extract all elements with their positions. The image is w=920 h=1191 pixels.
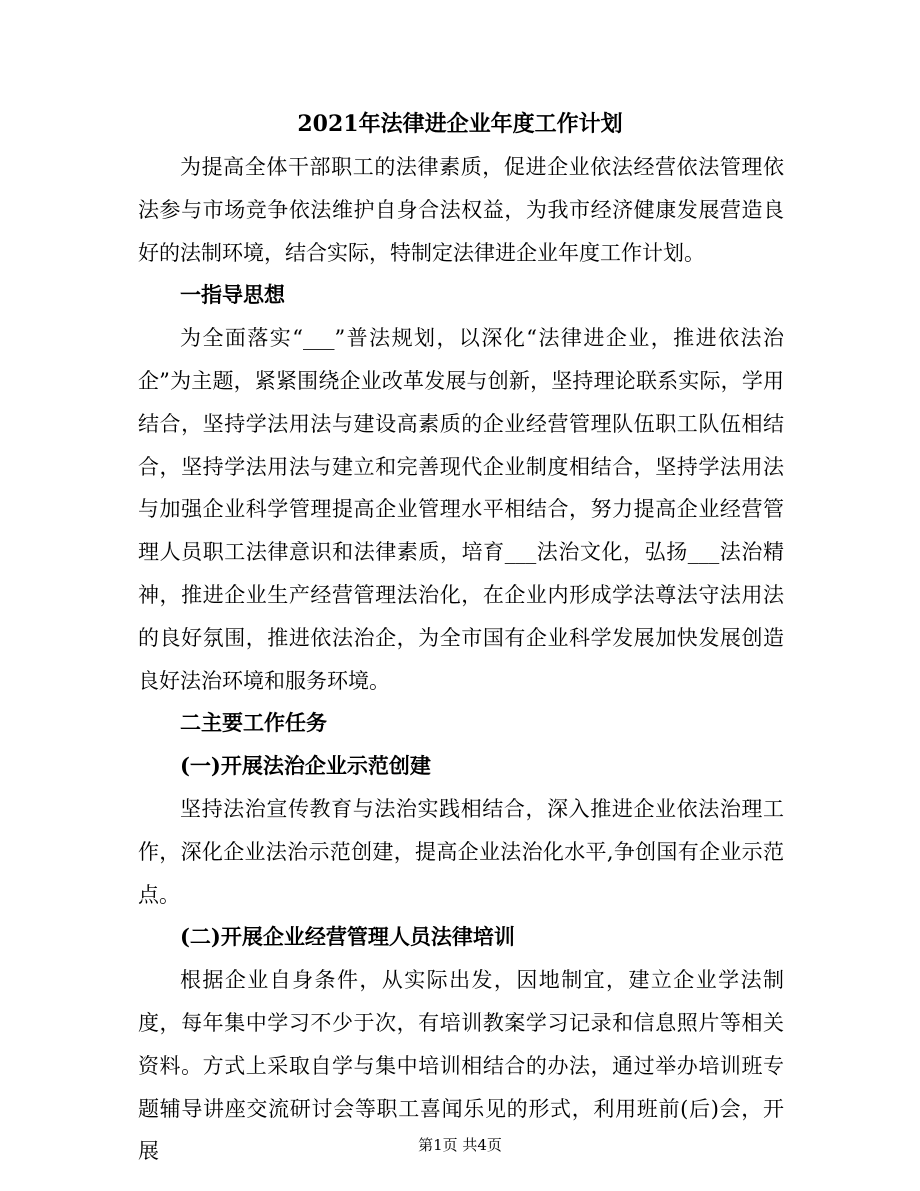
subsection-heading-1: (一)开展法治企业示范创建 (180, 753, 431, 779)
page-footer: 第1页 共4页 (418, 1136, 502, 1154)
guiding-ideology-paragraph: 为全面落实“___”普法规划，以深化“法律进企业，推进依法治企”为主题，紧紧围绕企业改革发展与创新，坚持理论联系实际，学用结合，坚持学法用法与建设高素质的企业经营管理队伍职工队伍相结合，坚持学法用法与建立和完善现代企业制度相结合，坚持学法用法与加强企业科学管理提高企业管理水平相结合，努力提高企业经营管理人员职工法律意识和法律素质，培育___法治文化，弘扬___法治精神，推进企业生产经营管理法治化，在企业内形成学法尊法守法用法的良好氛围，推进依法治企，为全市国有企业科学发展加快发展创造良好法治环境和服务环境。 (138, 326, 784, 693)
subsection-heading-2: (二)开展企业经营管理人员法律培训 (180, 924, 515, 950)
section-heading-guiding-ideology: 一指导思想 (180, 282, 285, 308)
subsection-1-paragraph: 坚持法治宣传教育与法治实践相结合，深入推进企业依法治理工作，深化企业法治示范创建，提高企业法治化水平,争创国有企业示范点。 (138, 796, 784, 907)
section-heading-main-tasks: 二主要工作任务 (180, 710, 327, 736)
intro-paragraph: 为提高全体干部职工的法律素质，促进企业依法经营依法管理依法参与市场竞争依法维护自身合法权益，为我市经济健康发展营造良好的法制环境，结合实际，特制定法律进企业年度工作计划。 (138, 155, 784, 265)
document-title: 2021年法律进企业年度工作计划 (297, 111, 623, 137)
subsection-2-paragraph: 根据企业自身条件，从实际出发，因地制宜，建立企业学法制度，每年集中学习不少于次，有培训教案学习记录和信息照片等相关资料。方式上采取自学与集中培训相结合的办法，通过举办培训班专题辅导讲座交流研讨会等职工喜闻乐见的形式，利用班前(后)会，开展 (138, 968, 784, 1164)
document-body (138, 146, 784, 1173)
